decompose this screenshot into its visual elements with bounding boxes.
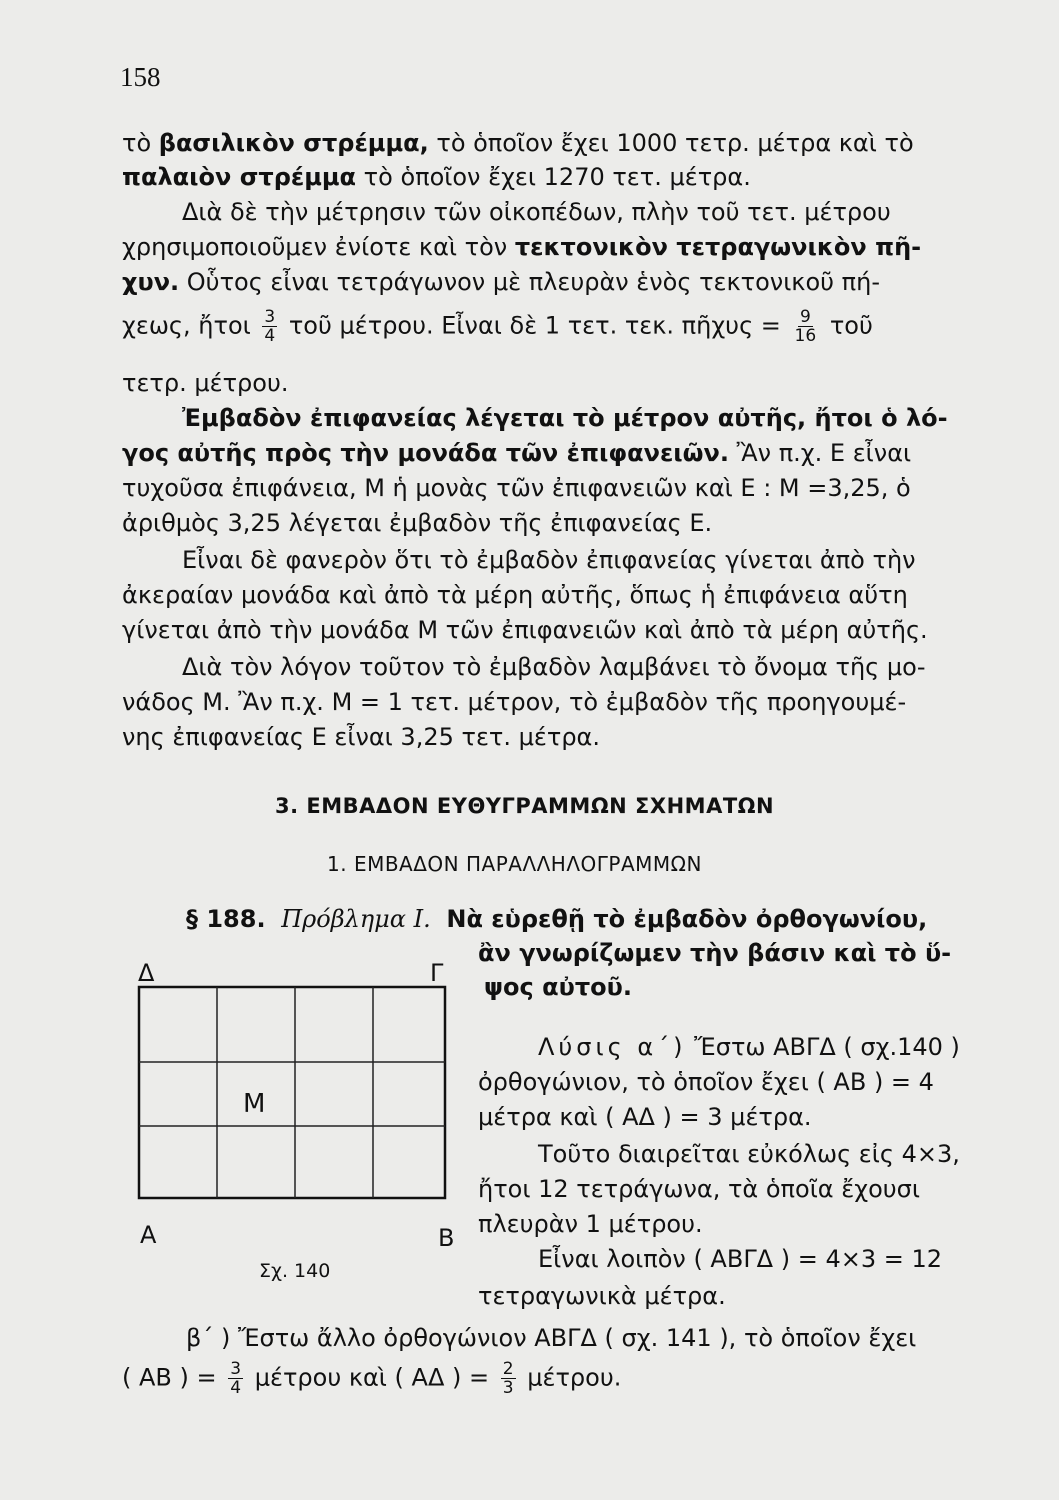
solution-line-8: τετραγωνικὰ μέτρα. <box>478 1282 726 1310</box>
text-line-13: ἀκεραίαν μονάδα καὶ ἀπὸ τὰ μέρη αὐτῆς, ὅπως ἡ ἐπιφάνεια αὕτη <box>122 581 908 609</box>
solution-line-5: ἤτοι 12 τετράγωνα, τὰ ὁποῖα ἔχουσι <box>478 1175 920 1203</box>
fraction-9-16: $\frac{9}{16}$ <box>794 307 817 346</box>
text-line-12: Εἶναι δὲ φανερὸν ὅτι τὸ ἐμβαδὸν ἐπιφανείας γίνεται ἀπὸ τὴν <box>182 546 916 574</box>
vertex-label-D: Δ <box>138 959 155 987</box>
text-line-9: γος αὐτῆς πρὸς τὴν μονάδα τῶν ἐπιφανειῶν. Ἂν π.χ. Ε εἶναι <box>122 439 912 467</box>
subsection-heading: 1. ΕΜΒΑΔΟΝ ΠΑΡΑΛΛΗΛΟΓΡΑΜΜΩΝ <box>327 852 702 876</box>
solution-line-10: ( ΑΒ ) = $\frac{3}{4}$ μέτρου καὶ ( ΑΔ ) = $\frac{2}{3}$ μέτρου. <box>122 1359 622 1398</box>
unit-label-M: Μ <box>243 1089 266 1119</box>
vertex-label-B: Β <box>438 1224 455 1252</box>
text-line-7: τετρ. μέτρου. <box>122 369 289 397</box>
page-number: 158 <box>120 62 161 92</box>
solution-line-3: μέτρα καὶ ( ΑΔ ) = 3 μέτρα. <box>478 1103 812 1131</box>
solution-line-6: πλευρὰν 1 μέτρου. <box>478 1210 703 1238</box>
solution-line-1: Λύσις α΄) Ἔστω ΑΒΓΔ ( σχ.140 ) <box>538 1033 960 1061</box>
problem-line-3: ψος αὐτοῦ. <box>484 973 632 1001</box>
text-line-1: τὸ βασιλικὸν στρέμμα, τὸ ὁποῖον ἔχει 1000 τετρ. μέτρα καὶ τὸ <box>122 129 914 157</box>
text-line-15: Διὰ τὸν λόγον τοῦτον τὸ ἐμβαδὸν λαμβάνει τὸ ὄνομα τῆς μο- <box>182 653 926 681</box>
rectangle-outline <box>139 987 445 1198</box>
text-line-2: παλαιὸν στρέμμα τὸ ὁποῖον ἔχει 1270 τετ. μέτρα. <box>122 163 751 191</box>
section-heading: 3. ΕΜΒΑΔΟΝ ΕΥΘΥΓΡΑΜΜΩΝ ΣΧΗΜΑΤΩΝ <box>275 794 775 818</box>
solution-line-7: Εἶναι λοιπὸν ( ΑΒΓΔ ) = 4×3 = 12 <box>538 1245 943 1273</box>
problem-line-1: § 188. Πρόβλημα Ι. Νὰ εὑρεθῇ τὸ ἐμβαδὸν ὀρθογωνίου, <box>186 905 928 933</box>
text-line-6: χεως, ἤτοι $\frac{3}{4}$ τοῦ μέτρου. Εἶναι δὲ 1 τετ. τεκ. πῆχυς = $\frac{9}{16}$ τοῦ <box>122 307 873 346</box>
fraction-3-4: $\frac{3}{4}$ <box>230 1359 242 1398</box>
solution-line-2: ὀρθογώνιον, τὸ ὁποῖον ἔχει ( ΑΒ ) = 4 <box>478 1068 934 1096</box>
vertex-label-A: Α <box>140 1221 157 1249</box>
text-line-3: Διὰ δὲ τὴν μέτρησιν τῶν οἰκοπέδων, πλὴν τοῦ τετ. μέτρου <box>182 198 891 226</box>
text-line-5: χυν. Οὗτος εἶναι τετράγωνον μὲ πλευρὰν ἑνὸς τεκτονικοῦ πή- <box>122 268 880 296</box>
text-line-11: ἀριθμὸς 3,25 λέγεται ἐμβαδὸν τῆς ἐπιφανείας Ε. <box>122 509 713 537</box>
text-line-10: τυχοῦσα ἐπιφάνεια, Μ ἡ μονὰς τῶν ἐπιφανειῶν καὶ Ε : Μ =3,25, ὁ <box>122 474 911 502</box>
text-line-14: γίνεται ἀπὸ τὴν μονάδα Μ τῶν ἐπιφανειῶν καὶ ἀπὸ τὰ μέρη αὐτῆς. <box>122 616 928 644</box>
figure-140-grid <box>130 980 460 1225</box>
text-line-17: νης ἐπιφανείας Ε εἶναι 3,25 τετ. μέτρα. <box>122 723 600 751</box>
problem-line-2: ἂν γνωρίζωμεν τὴν βάσιν καὶ τὸ ὕ- <box>478 939 952 967</box>
solution-line-4: Τοῦτο διαιρεῖται εὐκόλως εἰς 4×3, <box>538 1140 960 1168</box>
figure-caption: Σχ. 140 <box>259 1260 331 1282</box>
vertex-label-G: Γ <box>430 959 444 987</box>
text-line-16: νάδος Μ. Ἂν π.χ. Μ = 1 τετ. μέτρον, τὸ ἐμβαδὸν τῆς προηγουμέ- <box>122 688 907 716</box>
fraction-2-3: $\frac{2}{3}$ <box>502 1359 514 1398</box>
solution-line-9: β΄ ) Ἔστω ἄλλο ὀρθογώνιον ΑΒΓΔ ( σχ. 141 ), τὸ ὁποῖον ἔχει <box>186 1324 917 1352</box>
fraction-3-4: $\frac{3}{4}$ <box>264 307 276 346</box>
text-line-8: Ἐμβαδὸν ἐπιφανείας λέγεται τὸ μέτρον αὐτῆς, ἤτοι ὁ λό- <box>182 404 948 432</box>
text-line-4: χρησιμοποιοῦμεν ἐνίοτε καὶ τὸν τεκτονικὸν τετραγωνικὸν πῆ- <box>122 233 922 261</box>
